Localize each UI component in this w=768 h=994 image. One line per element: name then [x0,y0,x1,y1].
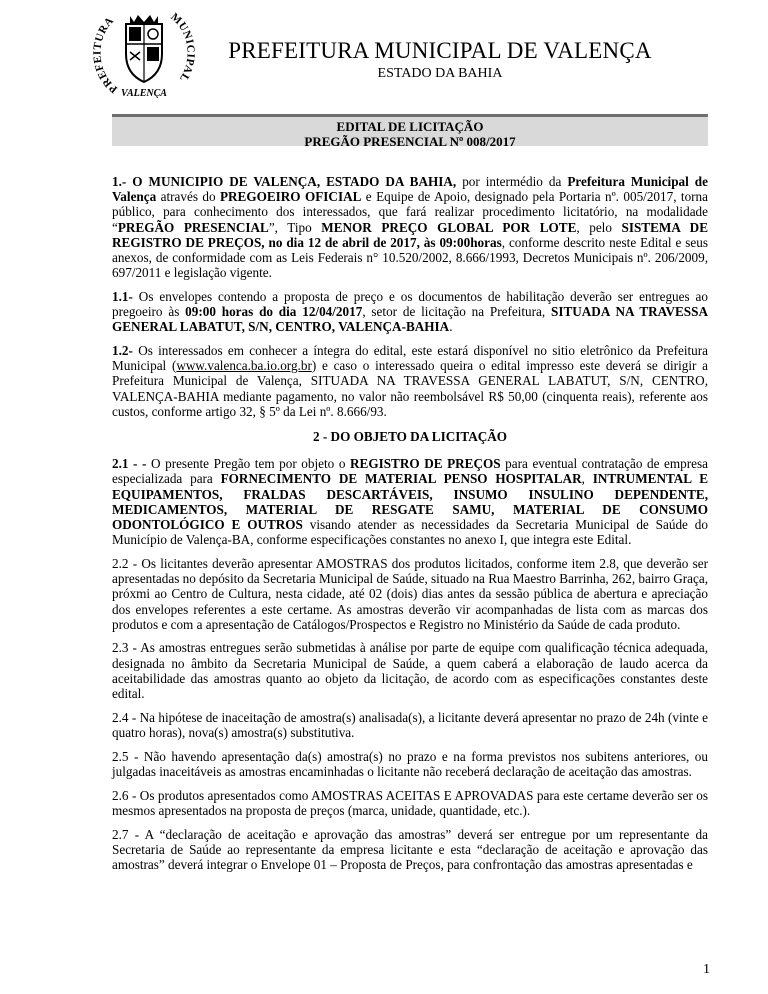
p1-b2: Prefeitura Municipal de Valença [112,174,708,205]
paragraph-1-1 [112,289,708,335]
paragraph-2-6: 2.6 - Os produtos apresentados como AMOSTRAS ACEITAS E APROVADAS para este certame deverão ser os mesmos apresentados na proposta de preços (marca, unidade, quantidade, etc.). [112,787,708,818]
p21-t2: para eventual contratação de empresa especializada para [112,456,708,487]
edital-line-1: EDITAL DE LICITAÇÃO [336,119,484,134]
p21-b2: FORNECIMENTO DE MATERIAL PENSO HOSPITALAR [220,471,582,487]
p11-b1: 09:00 horas do dia 12/04/2017 [185,304,363,320]
seal-text-right: MUNICIPAL [168,10,197,84]
p11-t2: , setor de licitação na Prefeitura, [362,304,551,320]
p12-t1: Os interessados em conhecer a íntegra do edital, este estará disponível no sitio eletrônico da Prefeitura Municipal ( [112,343,708,374]
paragraph-2-4: 2.4 - Na hipótese de inaceitação de amostra(s) analisada(s), a licitante deverá apresentar no prazo de 24h (vinte e quatro horas), nova(s) amostra(s) substitutiva. [112,709,708,740]
p1-b1: O MUNICIPIO DE VALENÇA, ESTADO DA BAHIA, [132,174,457,189]
section-2-heading: 2 - DO OBJETO DA LICITAÇÃO [312,429,508,445]
page-title: PREFEITURA MUNICIPAL DE VALENÇA [228,38,652,63]
p21-t3: , [581,471,593,487]
p1-t1: por intermédio da [456,174,568,189]
p11-t1: Os envelopes contendo a proposta de preço e os documentos de habilitação deverão ser entregues ao pregoeiro às [112,288,708,320]
p11-t3: . [449,319,453,335]
paragraph-1 [112,174,708,280]
paragraph-2-3: 2.3 - As amostras entregues serão submetidas à análise por parte de equipe com qualificação técnica adequada, designada no âmbito da Secretaria Municipal de Saúde, a quem caberá a elaboração de laudo acerca da aceitabilidade das amostras quanto ao objeto da licitação, de acordo com as especificações constantes deste edital. [112,640,708,702]
p21-t4: visando atender as necessidades da Secretaria Municipal de Saúde do Município de Valença-BA, conforme especificações constantes no anexo I, que integra este Edital. [112,517,708,548]
p1-b6: SISTEMA DE REGISTRO DE PREÇOS, no dia 12 de abril de 2017, às 09:00horas [112,219,708,250]
p21-num: 2.1 - - [112,456,147,472]
paragraph-2-1 [112,456,708,547]
page-subtitle: ESTADO DA BAHIA [377,66,503,81]
p1-b5: MENOR PREÇO GLOBAL POR LOTE [321,219,577,235]
p21-t1: O presente Pregão tem por objeto o [146,456,351,472]
municipal-seal [88,10,200,98]
p1-t4: ”, Tipo [268,219,322,235]
paragraph-1-2 [112,343,708,419]
paragraph-2-5: 2.5 - Não havendo apresentação da(s) amostra(s) no prazo e na forma previstos nos subitens anteriores, ou julgadas inaceitáveis as amostras encaminhadas o licitante não receberá declaração de aceitação das amostras. [112,748,708,779]
p1-t2: através do [156,189,220,205]
p11-b2: SITUADA NA TRAVESSA GENERAL LABATUT, S/N, CENTRO, VALENÇA-BAHIA [112,304,708,335]
paragraph-2-2: 2.2 - Os licitantes deverão apresentar AMOSTRAS dos produtos licitados, conforme item 2.8, que deverão ser apresentadas no depósito da Secretaria Municipal de Saúde, situado na Rua Maestro Barrinha, 262, bairro Graça, próxmi ao Centro de Cultura, nesta cidade, até 02 (dois) dias antes da sessão pública de abertura e apreciação dos envelopes referentes a este certame. As amostras deverão vir acompanhadas de lista com as marcas dos produtos e com a apresentação de Catálogos/Prospectos e Registro no Ministério da Saúde de cada produto. [112,555,708,632]
p12-num: 1.2- [112,343,133,359]
p1-b3: PREGOEIRO OFICIAL [219,189,362,205]
paragraph-2-7: 2.7 - A “declaração de aceitação e aprovação das amostras” deverá ser entregue por um representante da Secretaria de Saúde ao representante da empresa licitante e esta “declaração de aceitação e aprovação das amostras” deverá integrar o Envelope 01 – Proposta de Preços, para confrontação das amostras apresentadas e [112,826,708,872]
p1-b4: PREGÃO PRESENCIAL [117,219,269,235]
document-body [112,174,708,881]
page-number: 1 [703,962,710,977]
svg-text:MUNICIPAL [168,11,197,84]
p1-num: 1.- [112,174,133,189]
p1-t5: , pelo [576,219,622,235]
p11-num: 1.1- [112,288,133,304]
p21-b1: REGISTRO DE PREÇOS [350,456,501,472]
p12-t2: ) e caso o interessado queira o edital impresso este deverá se dirigir a Prefeitura Municipal de Valença, SITUADA NA TRAVESSA GENERAL LABATUT, S/N, CENTRO, VALENÇA-BAHIA mediante pagamento, no valor não reembolsável R$ 50,00 (cinquenta reais), referente aos custos, conforme artigo 32, § 5º da Lei nº. 8.666/93. [112,358,708,419]
p21-b3: INTRUMENTAL E EQUIPAMENTOS, FRALDAS DESCARTÁVEIS, INSUMO INSULINO DEPENDENTE, MEDICAMENTOS, MATERIAL DE RESGATE SAMU, MATERIAL DE CONSUMO ODONTOLÓGICO E OUTROS [112,471,708,533]
p1-t6: , conforme descrito neste Edital e seus anexos, de conformidade com as Leis Federais n° 10.520/2002, 8.666/1993, Decretos Municipais nº. 206/2009, 697/2011 e legislação vigente. [112,234,708,281]
coat-of-arms-icon [88,10,200,98]
edital-line-2: PREGÃO PRESENCIAL Nº 008/2017 [304,134,516,149]
seal-text-left: PREFEITURA [91,14,120,96]
website-link[interactable]: www.valenca.ba.io.org.br [176,358,312,374]
svg-text:PREFEITURA [91,15,119,96]
edital-banner [112,114,708,149]
p1-t3: e Equipe de Apoio, designado pela Portaria nº. 005/2017, torna público, para conhecimento dos interessados, que fará realizar procedimento licitatório, na modalidade “ [112,189,709,235]
seal-text-bottom: VALENÇA [121,88,167,98]
